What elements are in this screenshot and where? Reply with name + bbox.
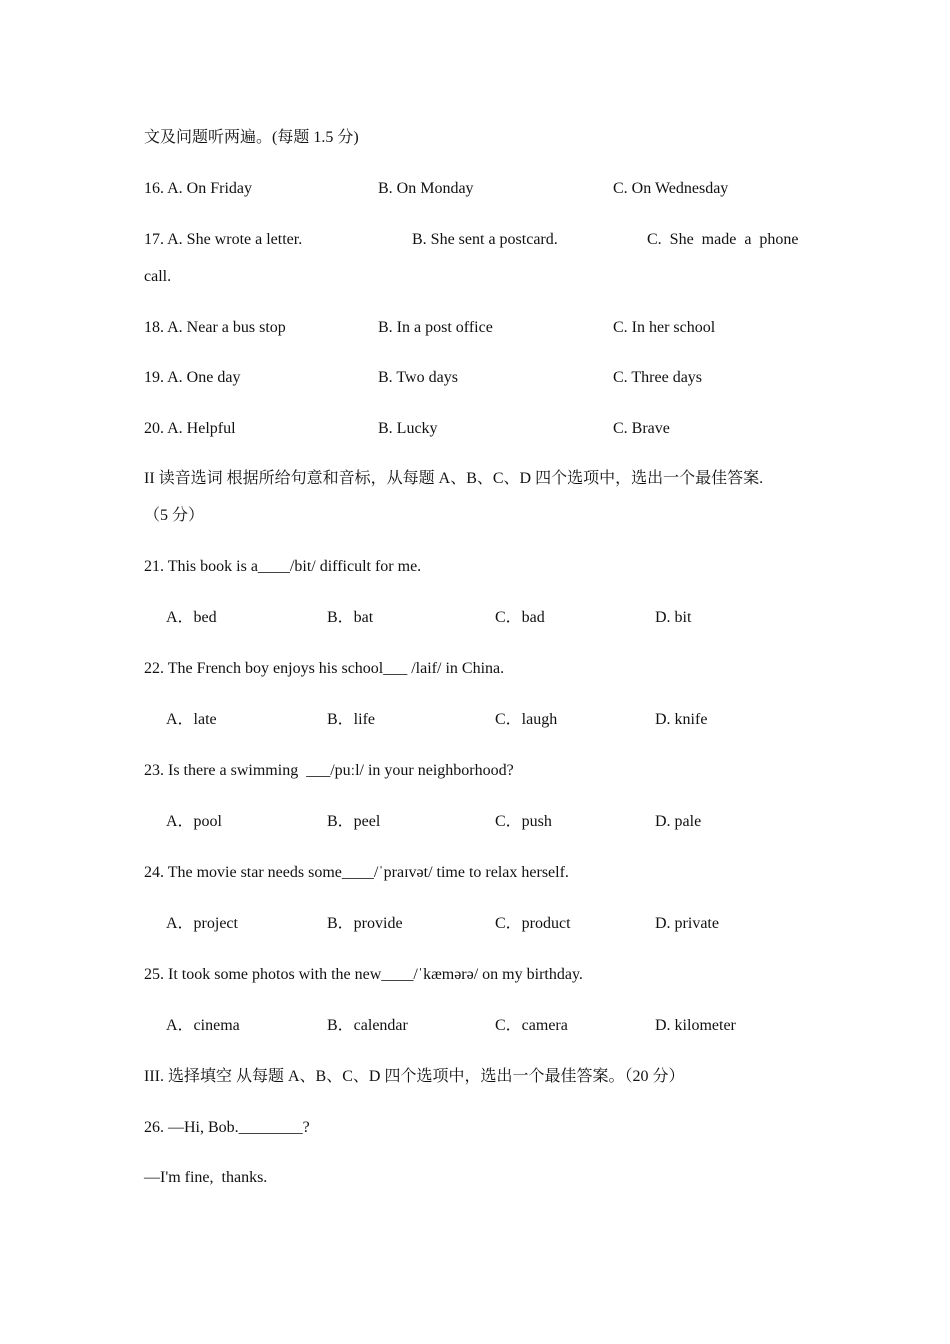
question-23-option-d: D. pale <box>655 813 702 830</box>
question-24-option-d: D. private <box>655 915 719 932</box>
question-23-option-b: B．peel <box>327 813 381 830</box>
option-a-text: A. Near a bus stop <box>167 319 286 336</box>
question-21-option-c: C．bad <box>495 609 545 626</box>
option-c: C. In her school <box>613 319 716 336</box>
option-a <box>144 368 240 388</box>
option-a-text: A. Helpful <box>167 420 236 437</box>
question-number: 18. <box>144 319 164 336</box>
question-26-reply: —I'm fine, thanks. <box>144 1169 268 1186</box>
question-25-option-a: A．cinema <box>166 1017 240 1034</box>
section-3-heading: III. 选择填空 从每题 A、B、C、D 四个选项中，选出一个最佳答案。（20 分） <box>144 1068 685 1085</box>
question-26-stem: 26. —Hi, Bob.________? <box>144 1119 310 1136</box>
question-24-option-a: A．project <box>166 915 238 932</box>
question-22-option-a: A．late <box>166 711 217 728</box>
question-21-option-d: D. bit <box>655 609 692 626</box>
option-b: B. She sent a postcard. <box>412 231 558 248</box>
option-b: B. Two days <box>378 369 458 386</box>
option-a <box>144 179 252 199</box>
option-c: C. She made a phone <box>647 231 799 248</box>
question-number: 20. <box>144 420 164 437</box>
section-2-heading: II 读音选词 根据所给句意和音标，从每题 A、B、C、D 四个选项中，选出一个最佳答案. <box>144 470 764 487</box>
question-21-option-b: B．bat <box>327 609 374 626</box>
question-21-stem: 21. This book is a____/bit/ difficult for me. <box>144 558 422 575</box>
question-25-option-b: B．calendar <box>327 1017 408 1034</box>
question-24-stem: 24. The movie star needs some____/ˈpraɪvət/ time to relax herself. <box>144 864 569 881</box>
option-a-text: A. One day <box>167 369 241 386</box>
question-number: 16. <box>144 180 164 197</box>
option-a-text: A. On Friday <box>167 180 253 197</box>
section-2-score: （5 分） <box>144 507 205 524</box>
question-22-option-b: B．life <box>327 711 375 728</box>
option-c: C. On Wednesday <box>613 180 729 197</box>
option-b: B. On Monday <box>378 180 474 197</box>
option-c: C. Three days <box>613 369 703 386</box>
question-25-option-c: C．camera <box>495 1017 568 1034</box>
option-c-continuation: call. <box>144 268 172 285</box>
question-25-stem: 25. It took some photos with the new____/ˈkæmərə/ on my birthday. <box>144 966 583 983</box>
option-a-text: A. She wrote a letter. <box>167 231 303 248</box>
question-25-option-d: D. kilometer <box>655 1017 736 1034</box>
question-22-option-c: C．laugh <box>495 711 558 728</box>
question-number: 17. <box>144 231 164 248</box>
question-24-option-c: C．product <box>495 915 571 932</box>
question-23-option-a: A．pool <box>166 813 223 830</box>
option-a <box>144 318 286 338</box>
question-22-stem: 22. The French boy enjoys his school___ /laif/ in China. <box>144 660 505 677</box>
question-23-option-c: C．push <box>495 813 552 830</box>
option-b: B. Lucky <box>378 420 438 437</box>
option-a <box>144 419 236 439</box>
question-24-option-b: B．provide <box>327 915 403 932</box>
question-23-stem: 23. Is there a swimming ___/puːl/ in your neighborhood? <box>144 762 514 779</box>
option-b: B. In a post office <box>378 319 493 336</box>
option-c: C. Brave <box>613 420 670 437</box>
instruction-tail: 文及问题听两遍。(每题 1.5 分) <box>144 129 359 146</box>
question-21-option-a: A．bed <box>166 609 217 626</box>
question-22-option-d: D. knife <box>655 711 708 728</box>
option-a <box>144 230 302 250</box>
question-number: 19. <box>144 369 164 386</box>
